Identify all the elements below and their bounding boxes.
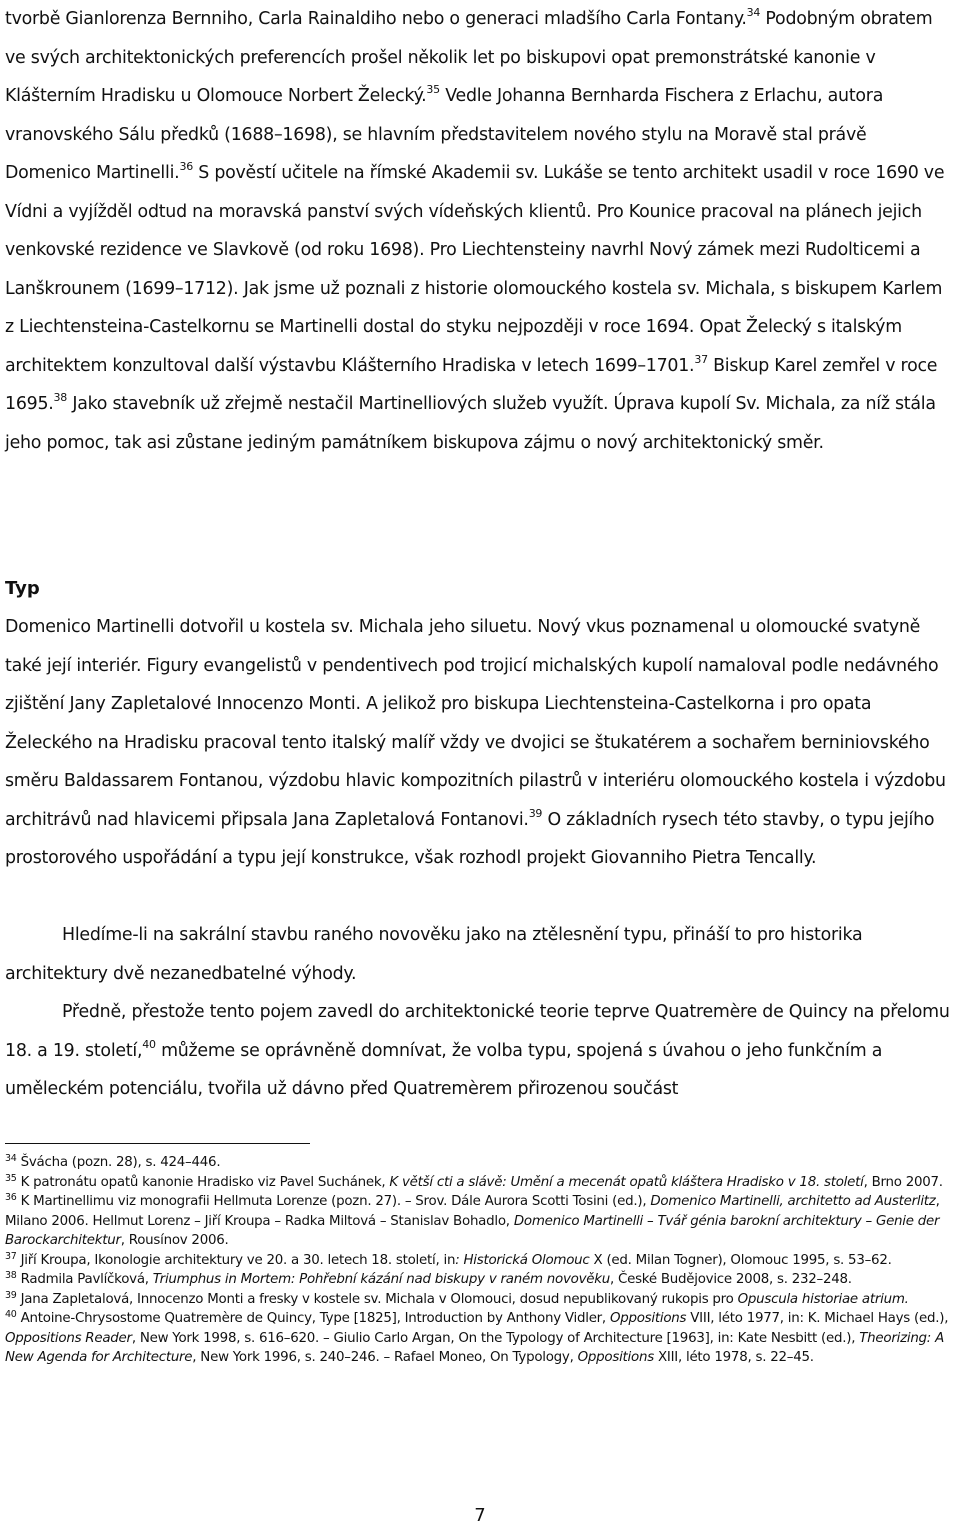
section-heading: Typ bbox=[5, 578, 40, 599]
footnote-text: , Brno 2007. bbox=[863, 1174, 943, 1190]
footnote-number: 38 bbox=[5, 1270, 17, 1281]
footnote-text: , Milano 2006. Hellmut Lorenz – Jiří Kroupa – Radka Miltová – Stanislav Bohadlo, bbox=[5, 1194, 940, 1229]
footnote-38 bbox=[5, 1270, 957, 1290]
paragraph-text: Biskup Karel zemřel v roce 1695. bbox=[5, 355, 938, 414]
footnote-title: Oppositions bbox=[609, 1311, 687, 1326]
footnote-title: Theorizing: A New Agenda for Architecture bbox=[5, 1330, 944, 1365]
paragraph-text: Jako stavebník už zřejmě nestačil Martinelliových služeb využít. Úprava kupolí Sv. Michala, za níž stála jeho pomoc, tak asi zůstane jediným památníkem biskupova zájmu o nový architektonický směr. bbox=[5, 394, 936, 453]
paragraph-text: O základních rysech této stavby, o typu jejího prostorového uspořádání a typu její konstrukce, však rozhodl projekt Giovanniho Pietra Tencally. bbox=[5, 809, 935, 868]
footnote-number: 35 bbox=[5, 1172, 17, 1184]
paragraph-quatremere bbox=[5, 993, 955, 1109]
footnote-title: Oppositions Reader bbox=[5, 1330, 132, 1346]
footnote-39 bbox=[5, 1290, 957, 1310]
paragraph-text: můžeme se oprávněně domnívat, že volba typu, spojená s úvahou o jeho funkčním a uměleckém potenciálu, tvořila už dávno před Quatremèrem přirozenou součást bbox=[5, 1040, 883, 1099]
paragraph-text: Předně, přestože tento pojem zavedl do architektonické teorie teprve Quatremère de Quincy na přelomu 18. a 19. století, bbox=[5, 1002, 950, 1061]
footnotes bbox=[5, 1153, 957, 1368]
paragraph-text: S pověstí učitele na římské Akademii sv. Lukáše se tento architekt usadil v roce 1690 ve Vídni a vyjížděl odtud na moravská panství svých vídeňských klientů. Pro Kounice pracoval na plánech jejich venkovské rezidence ve Slavkově (od roku 1698). Pro Liechtensteiny navrhl Nový zámek mezi Rudolticemi a Lanškrounem (1699–1712). Jak jsme už poznali z historie olomouckého kostela sv. Michala, s biskupem Karlem z Liechtensteina-Castelkornu se Martinelli dostal do styku nejpozději v roce 1694. Opat Želecký s italským architektem konzultoval další výstavbu Klášterního Hradiska v letech 1699–1701. bbox=[5, 163, 945, 376]
footnote-text: , New York 1996, s. 240–246. – Rafael Moneo, On Typology, bbox=[192, 1350, 578, 1365]
footnote-34 bbox=[5, 1153, 957, 1173]
footnote-37 bbox=[5, 1251, 957, 1271]
footnote-text: Švácha (pozn. 28), s. 424–446. bbox=[16, 1155, 221, 1170]
footnote-text: XIII, léto 1978, s. 22–45. bbox=[653, 1350, 814, 1365]
footnote-text: Jiří Kroupa, Ikonologie architektury ve 20. a 30. letech 18. století, in bbox=[16, 1252, 456, 1268]
footnote-number: 37 bbox=[5, 1250, 17, 1262]
paragraph-text: Podobným obratem ve svých architektonických preferencích prošel několik let po biskupovi opat premonstrátské kanonie v Klášterním Hradisku u Olomouce Norbert Želecký. bbox=[5, 9, 933, 106]
footnote-number: 34 bbox=[5, 1153, 17, 1164]
footnote-title: : Historická Olomouc bbox=[455, 1252, 590, 1268]
footnote-separator bbox=[5, 1143, 310, 1144]
footnote-title: Triumphus in Mortem: Pohřební kázání nad biskupy v raném novověku bbox=[152, 1272, 610, 1287]
footnote-ref-38[interactable]: 38 bbox=[53, 391, 68, 404]
footnote-ref-35[interactable]: 35 bbox=[426, 83, 440, 96]
footnote-text: Antoine-Chrysostome Quatremère de Quincy, Type [1825], Introduction by Anthony Vidler, bbox=[16, 1311, 610, 1326]
paragraph-martinelli-context bbox=[5, 0, 955, 462]
footnote-text: , Rousínov 2006. bbox=[120, 1233, 229, 1248]
footnote-text: Jana Zapletalová, Innocenzo Monti a fresky v kostele sv. Michala v Olomouci, dosud nepublikovaný rukopis pro bbox=[16, 1291, 738, 1307]
footnote-ref-37[interactable]: 37 bbox=[694, 352, 708, 366]
page-number: 7 bbox=[474, 1505, 486, 1526]
paragraph-text: Domenico Martinelli dotvořil u kostela sv. Michala jeho siluetu. Nový vkus poznamenal u olomoucké svatyně také její interiér. Figury evangelistů v pendentivech pod trojicí michalských kupolí namaloval podle nedávného zjištění Jany Zapletalové Innocenzo Monti. A jelikož pro biskupa Liechtensteina-Castelkorna i pro opata Želeckého na Hradisku pracoval tento italský malíř vždy ve dvojici se štukatérem a sochařem berniniovského směru Baldassarem Fontanou, výzdobu hlavic kompozitních pilastrů v interiéru olomouckého kostela i výzdobu architrávů nad hlavicemi připsala Jana Zapletalová Fontanovi. bbox=[5, 617, 946, 830]
footnote-text: VIII, léto 1977, in: K. Michael Hays (ed.), bbox=[686, 1311, 949, 1326]
footnote-number: 36 bbox=[5, 1192, 17, 1203]
footnote-number: 39 bbox=[5, 1289, 17, 1301]
footnote-title: Domenico Martinelli, architetto ad Austerlitz bbox=[650, 1194, 936, 1209]
footnote-ref-34[interactable]: 34 bbox=[746, 6, 761, 19]
footnote-title: K větší cti a slávě: Umění a mecenát opatů kláštera Hradisko v 18. století bbox=[389, 1174, 864, 1190]
footnote-text: Radmila Pavlíčková, bbox=[16, 1272, 153, 1287]
footnote-36 bbox=[5, 1192, 957, 1251]
footnote-text: X (ed. Milan Togner), Olomouc 1995, s. 53–62. bbox=[589, 1252, 892, 1268]
footnote-ref-36[interactable]: 36 bbox=[179, 160, 193, 173]
footnote-40 bbox=[5, 1309, 957, 1368]
footnote-text: , České Budějovice 2008, s. 232–248. bbox=[609, 1272, 852, 1287]
footnote-title: Domenico Martinelli – Tvář génia barokní architektury – Genie der Barockarchitektur bbox=[5, 1213, 940, 1248]
footnote-text: K Martinellimu viz monografii Hellmuta Lorenze (pozn. 27). – Srov. Dále Aurora Scotti Tosini (ed.), bbox=[16, 1194, 651, 1209]
footnote-title: Oppositions bbox=[577, 1350, 654, 1365]
paragraph-typ bbox=[5, 608, 955, 878]
paragraph-historian-advantages: Hledíme-li na sakrální stavbu raného novověku jako na ztělesnění typu, přináší to pro historika architektury dvě nezanedbatelné výhody. bbox=[5, 925, 863, 984]
footnote-text: , New York 1998, s. 616–620. – Giulio Carlo Argan, On the Typology of Architecture [1963], in: Kate Nesbitt (ed.), bbox=[131, 1330, 860, 1346]
paragraph-text: tvorbě Gianlorenza Bernniho, Carla Rainaldiho nebo o generaci mladšího Carla Fontany. bbox=[5, 9, 747, 29]
footnote-35 bbox=[5, 1173, 957, 1193]
footnote-number: 40 bbox=[5, 1309, 17, 1320]
footnote-ref-39[interactable]: 39 bbox=[528, 806, 543, 820]
paragraph-text: Vedle Johanna Bernharda Fischera z Erlachu, autora vranovského Sálu předků (1688–1698), se hlavním představitelem nového stylu na Moravě stal právě Domenico Martinelli. bbox=[5, 86, 884, 183]
footnote-title: Opuscula historiae atrium. bbox=[737, 1291, 909, 1307]
footnote-ref-40[interactable]: 40 bbox=[142, 1037, 156, 1051]
footnote-text: K patronátu opatů kanonie Hradisko viz Pavel Suchánek, bbox=[16, 1174, 390, 1190]
